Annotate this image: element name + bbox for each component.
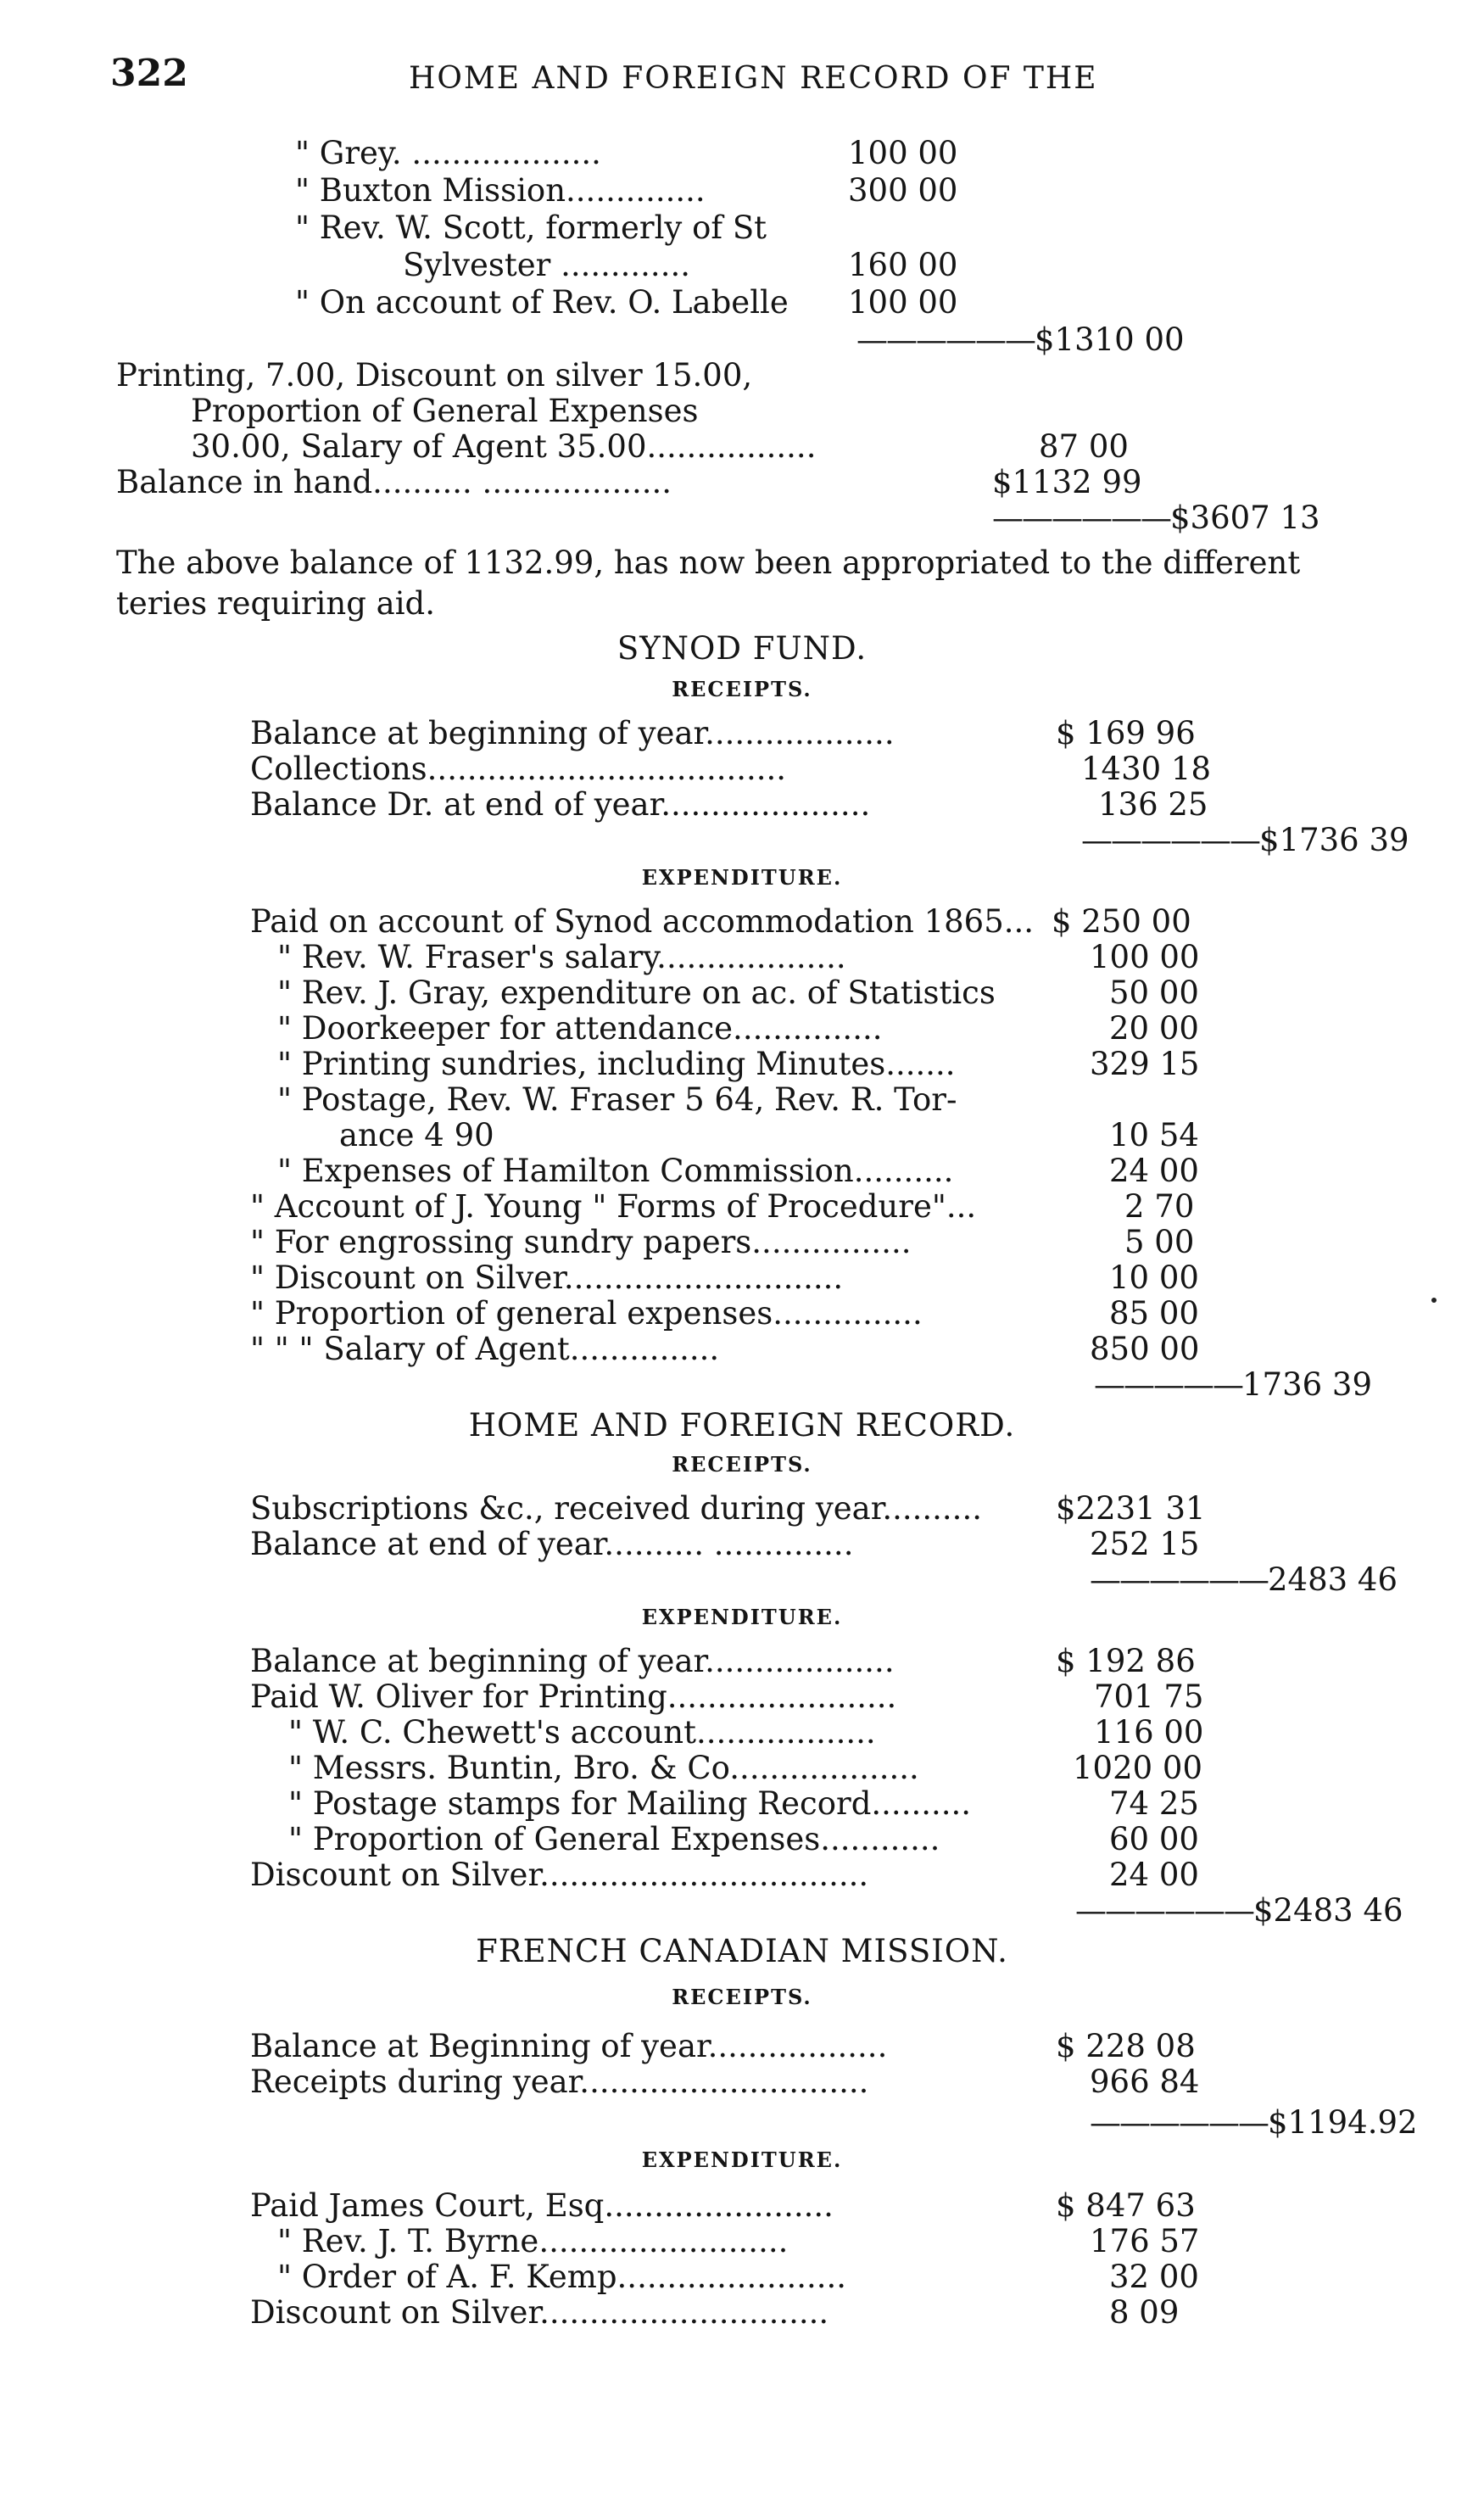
balance-label: Balance in hand.......... ...................	[116, 464, 672, 500]
ledger-amount: 176 57	[1090, 2223, 1200, 2259]
ledger-label: " Proportion of General Expenses............	[288, 1821, 940, 1857]
ledger-amount: 60 00	[1109, 1821, 1199, 1857]
ledger-amount: 5 00	[1124, 1224, 1195, 1260]
ledger-amount: 85 00	[1109, 1295, 1199, 1332]
section-title: SYNOD FUND.	[616, 630, 868, 667]
ledger-label: " Printing sundries, including Minutes.......	[277, 1046, 956, 1082]
ledger-amount: 966 84	[1090, 2064, 1200, 2100]
ledger-label: Balance at beginning of year...................	[250, 715, 895, 751]
ledger-amount: 136 25	[1098, 786, 1208, 823]
ledger-amount: $ 169 96	[1056, 715, 1196, 751]
entry-label: " Buxton Mission..............	[295, 172, 706, 209]
receipts-heading: RECEIPTS.	[672, 677, 812, 701]
entry-label: Sylvester .............	[403, 247, 690, 283]
ledger-label: " For engrossing sundry papers................	[250, 1224, 912, 1260]
ledger-amount: $ 192 86	[1056, 1643, 1196, 1679]
printing-line: Printing, 7.00, Discount on silver 15.00,	[116, 357, 753, 394]
receipts-total: ——————$1194.92	[1090, 2104, 1418, 2141]
ledger-amount: 329 15	[1090, 1046, 1200, 1082]
ledger-amount: 100 00	[1090, 939, 1200, 975]
ledger-amount: $ 847 63	[1056, 2187, 1196, 2224]
ledger-amount: 24 00	[1109, 1857, 1199, 1893]
ledger-label: " Rev. J. T. Byrne.........................	[277, 2223, 789, 2259]
ledger-label: " Rev. J. Gray, expenditure on ac. of Statistics	[277, 975, 996, 1011]
grand-total: ——————$3607 13	[992, 500, 1320, 536]
entry-amount: 300 00	[848, 172, 958, 209]
ledger-label: " Rev. W. Fraser's salary...................	[277, 939, 846, 975]
ledger-label: " Postage, Rev. W. Fraser 5 64, Rev. R. Tor-	[277, 1081, 957, 1118]
receipts-total: ——————$1736 39	[1081, 822, 1409, 858]
ledger-label: Balance at Beginning of year..................	[250, 2028, 888, 2064]
ledger-label: Discount on Silver.............................	[250, 2294, 829, 2331]
printing-line: 30.00, Salary of Agent 35.00.................	[191, 428, 817, 465]
section-title: FRENCH CANADIAN MISSION.	[476, 1933, 1008, 1969]
ledger-amount: 116 00	[1094, 1714, 1204, 1751]
section-title: HOME AND FOREIGN RECORD.	[468, 1407, 1016, 1444]
expenditure-total: —————1736 39	[1094, 1366, 1373, 1403]
ledger-amount: 20 00	[1109, 1010, 1199, 1047]
ledger-amount: 701 75	[1094, 1678, 1204, 1715]
ledger-label: " Order of A. F. Kemp.......................	[277, 2259, 847, 2295]
ledger-amount: 1430 18	[1081, 751, 1212, 787]
ledger-label: Paid James Court, Esq.......................	[250, 2187, 834, 2224]
expenditure-heading: EXPENDITURE.	[641, 1605, 843, 1629]
expenditure-heading: EXPENDITURE.	[641, 865, 843, 890]
ledger-amount: 50 00	[1109, 975, 1199, 1011]
ledger-amount: 1020 00	[1073, 1750, 1203, 1786]
entry-label: " Rev. W. Scott, formerly of St	[295, 209, 767, 246]
ledger-label: Discount on Silver.................................	[250, 1857, 869, 1893]
ledger-label: Paid on account of Synod accommodation 1865...	[250, 903, 1035, 940]
expenditure-heading: EXPENDITURE.	[641, 2147, 843, 2172]
ledger-label: " " " Salary of Agent...............	[250, 1331, 720, 1367]
ledger-label: Collections....................................	[250, 751, 787, 787]
ledger-amount: 74 25	[1109, 1785, 1199, 1822]
ledger-amount: 24 00	[1109, 1153, 1199, 1189]
ledger-label: Receipts during year.............................	[250, 2064, 869, 2100]
ledger-amount: 10 54	[1109, 1117, 1199, 1153]
ledger-label: Balance at end of year.......... ..............	[250, 1526, 854, 1562]
receipts-heading: RECEIPTS.	[672, 1452, 812, 1477]
ledger-amount: 8 09	[1109, 2294, 1180, 2331]
running-title: HOME AND FOREIGN RECORD OF THE	[409, 61, 1098, 96]
ledger-label: " Account of J. Young " Forms of Procedure"...	[250, 1188, 977, 1225]
ledger-label: Balance Dr. at end of year.....................	[250, 786, 871, 823]
entry-amount: 100 00	[848, 135, 958, 171]
ledger-label: Balance at beginning of year...................	[250, 1643, 895, 1679]
entry-amount: 100 00	[848, 284, 958, 321]
page-number: 322	[110, 52, 188, 95]
ledger-label: ance 4 90	[339, 1117, 494, 1153]
ledger-label: " Discount on Silver............................	[250, 1259, 844, 1296]
ledger-label: " Proportion of general expenses...............	[250, 1295, 923, 1332]
receipts-total: ——————2483 46	[1090, 1561, 1398, 1598]
ledger-label: " Doorkeeper for attendance...............	[277, 1010, 883, 1047]
receipts-heading: RECEIPTS.	[672, 1985, 812, 2009]
entry-label: " On account of Rev. O. Labelle	[295, 284, 789, 321]
printing-line: Proportion of General Expenses	[191, 393, 699, 429]
ledger-amount: $2231 31	[1056, 1490, 1206, 1527]
ledger-label: Paid W. Oliver for Printing.......................	[250, 1678, 897, 1715]
ledger-amount: $ 250 00	[1052, 903, 1191, 940]
expenditure-total: ——————$2483 46	[1075, 1892, 1403, 1929]
print-speck	[1431, 1298, 1437, 1303]
ledger-amount: 10 00	[1109, 1259, 1199, 1296]
ledger-amount: 2 70	[1124, 1188, 1195, 1225]
ledger-amount: 850 00	[1090, 1331, 1200, 1367]
balance-amount: $1132 99	[992, 464, 1142, 500]
ledger-amount: 252 15	[1090, 1526, 1200, 1562]
ledger-label: " Postage stamps for Mailing Record..........	[288, 1785, 972, 1822]
ledger-amount: 32 00	[1109, 2259, 1199, 2295]
note-paragraph: The above balance of 1132.99, has now been appropriated to the different teries requiring aid.	[116, 545, 1301, 622]
ledger-label: " Expenses of Hamilton Commission..........	[277, 1153, 954, 1189]
subtotal: ——————$1310 00	[856, 321, 1185, 358]
ledger-label: " Messrs. Buntin, Bro. & Co...................	[288, 1750, 919, 1786]
ledger-label: " W. C. Chewett's account..................	[288, 1714, 876, 1751]
entry-amount: 160 00	[848, 247, 958, 283]
printing-amount: 87 00	[1039, 428, 1129, 465]
ledger-amount: $ 228 08	[1056, 2028, 1196, 2064]
entry-label: " Grey. ...................	[295, 135, 601, 171]
ledger-label: Subscriptions &c., received during year..........	[250, 1490, 982, 1527]
